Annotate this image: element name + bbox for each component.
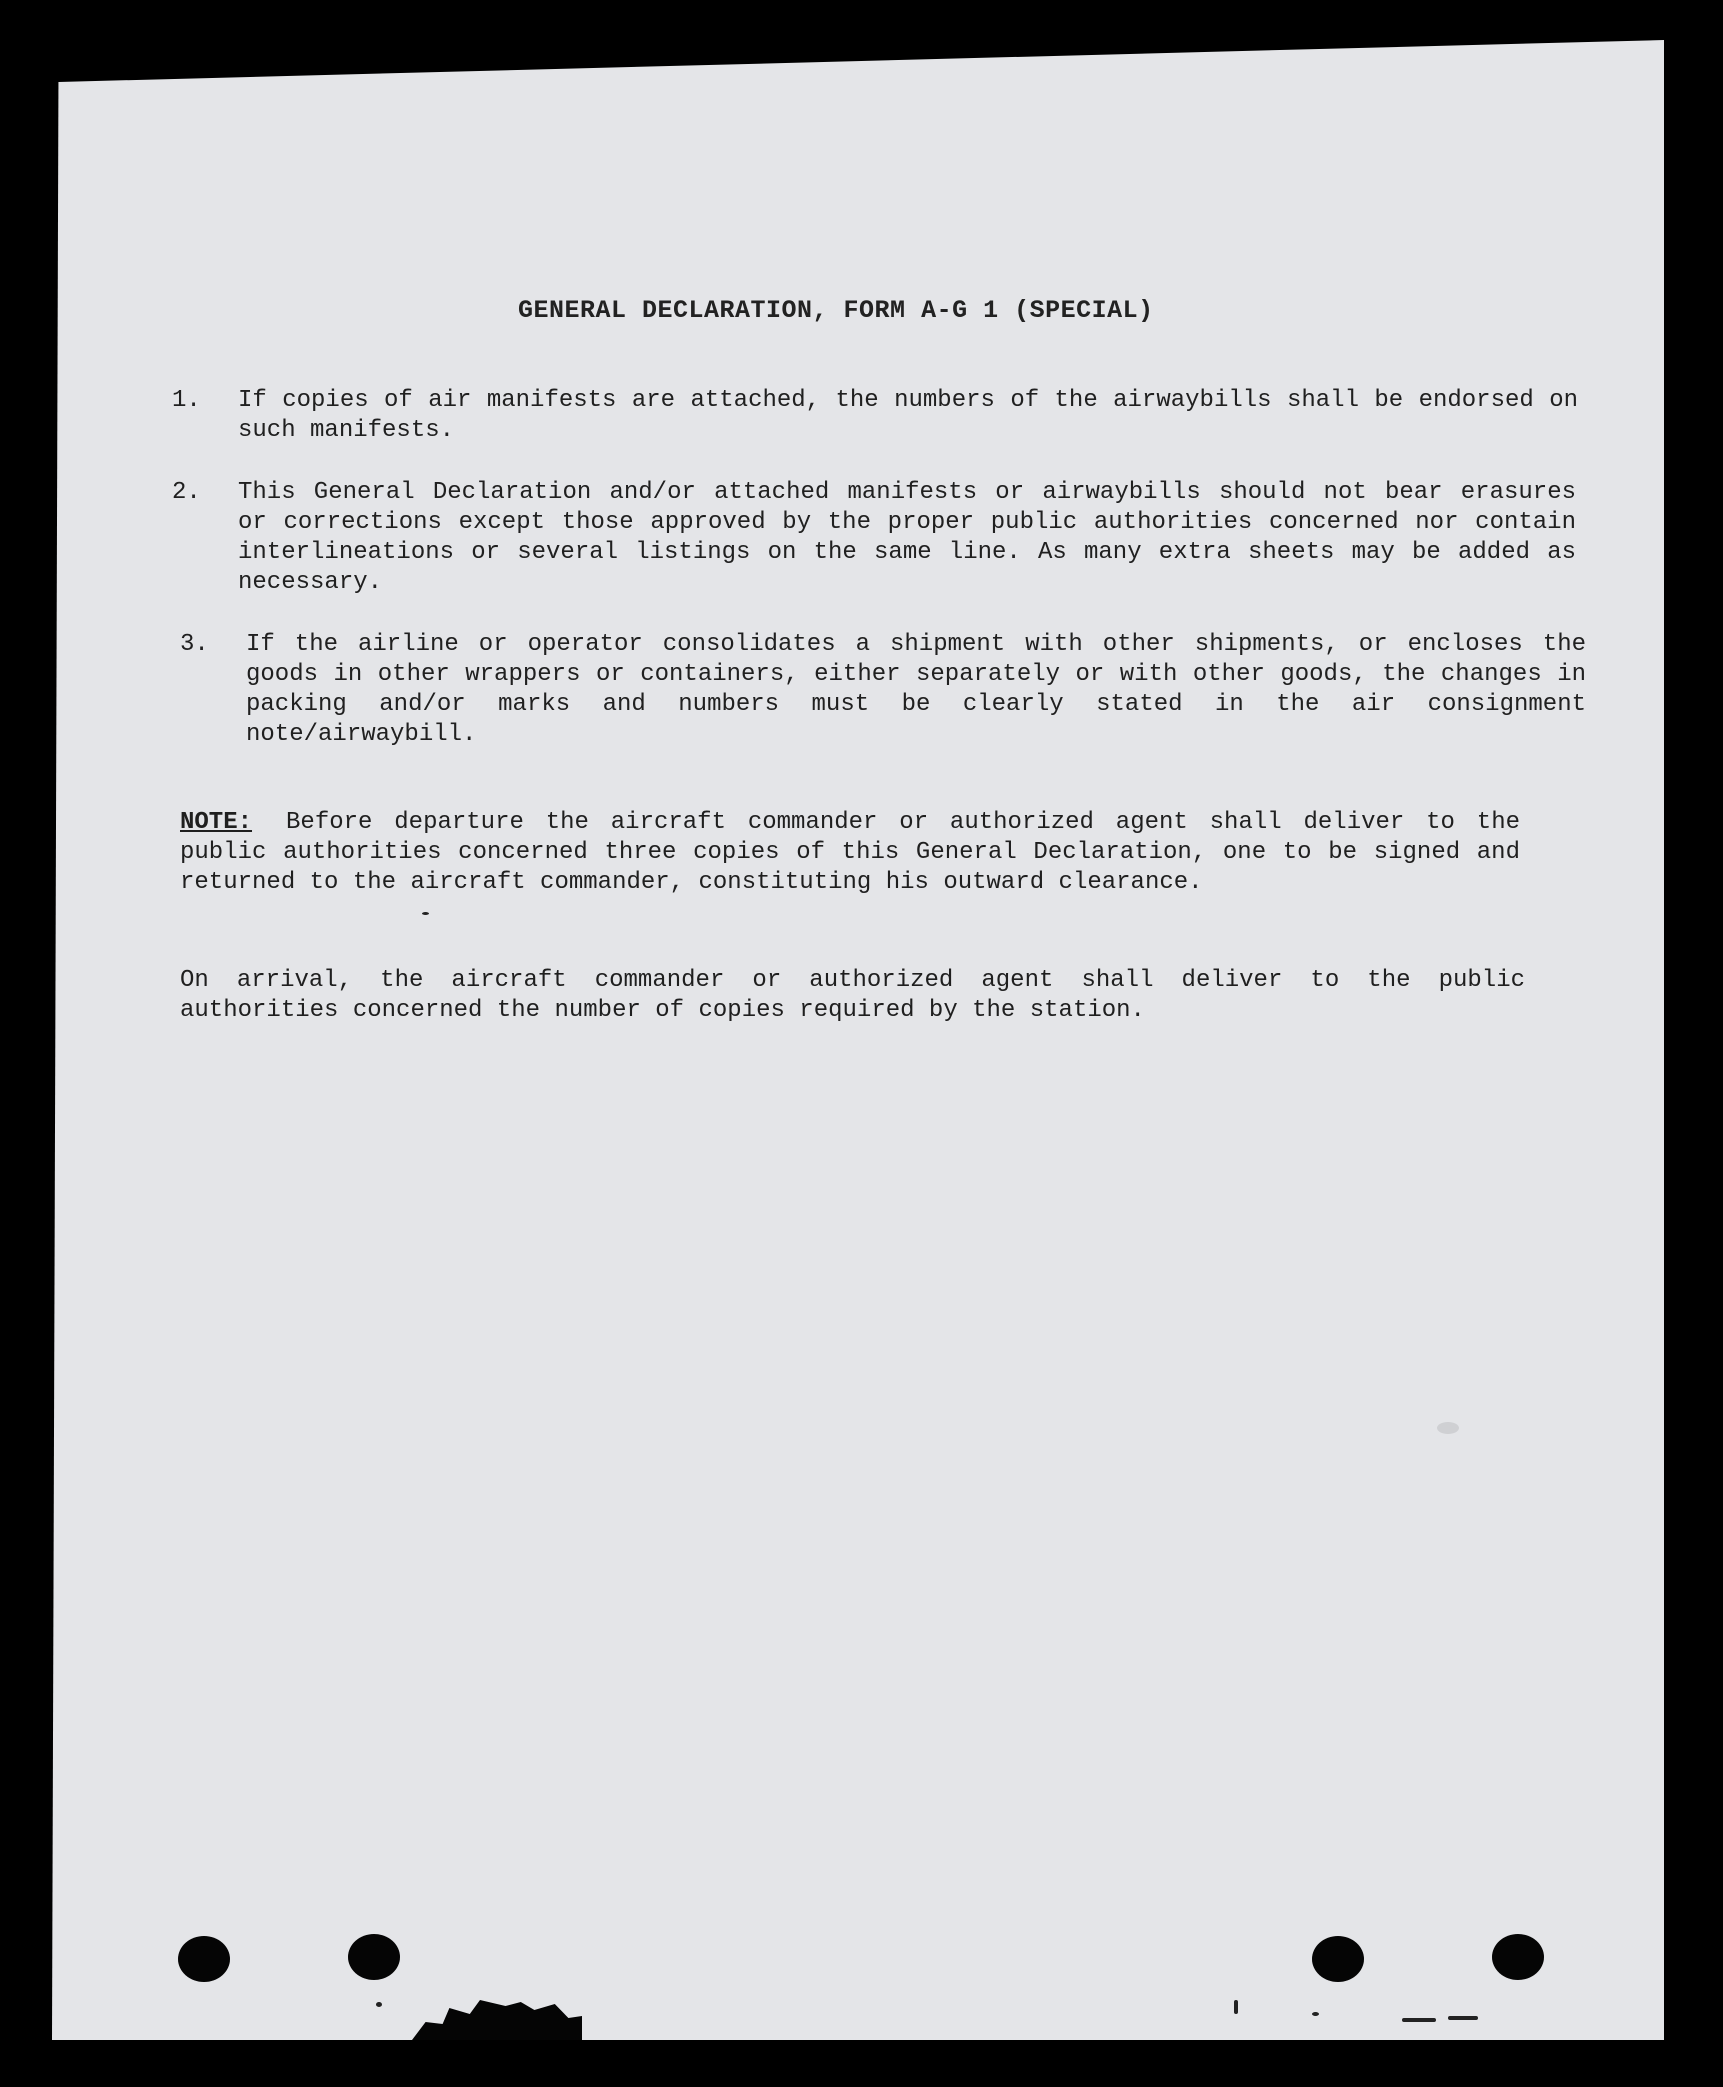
- instruction-item-3: [180, 630, 1586, 754]
- punch-hole: [1312, 1936, 1364, 1982]
- scan-speck: [1312, 2012, 1319, 2016]
- paper-sheet: [52, 40, 1664, 2040]
- item-number: 2.: [172, 479, 201, 506]
- departure-note: [180, 808, 1520, 898]
- instruction-item-1: [172, 386, 1578, 448]
- arrival-paragraph: On arrival, the aircraft commander or authorized agent shall deliver to the public authorities concerned the number of copies required by the station.: [180, 967, 1525, 1024]
- item-number: 1.: [172, 387, 201, 414]
- item-text: This General Declaration and/or attached manifests or airwaybills should not bear erasures or corrections except those approved by the proper public authorities concerned nor contain interlineations or several listings on the same line. As many extra sheets may be added as necessary.: [238, 479, 1576, 596]
- item-text: If the airline or operator consolidates a shipment with other shipments, or encloses the goods in other wrappers or containers, either separately or with other goods, the changes in packing and/or marks and numbers must be clearly stated in the air consignment note/airwaybill.: [246, 631, 1586, 748]
- note-text: Before departure the aircraft commander or authorized agent shall deliver to the public authorities concerned three copies of this General Declaration, one to be signed and returned to the aircraft commander, constituting his outward clearance.: [180, 809, 1520, 896]
- item-text: If copies of air manifests are attached, the numbers of the airwaybills shall be endorsed on such manifests.: [238, 387, 1578, 444]
- item-number: 3.: [180, 631, 209, 658]
- scan-speck: [1437, 1422, 1459, 1434]
- note-label: NOTE:: [180, 809, 253, 836]
- instruction-item-2: [172, 478, 1576, 602]
- punch-hole: [178, 1936, 230, 1982]
- scan-speck: [422, 912, 429, 915]
- punch-hole: [1492, 1934, 1544, 1980]
- scan-speck: [1448, 2016, 1478, 2020]
- document-title: GENERAL DECLARATION, FORM A-G 1 (SPECIAL): [518, 296, 1154, 325]
- scan-speck: [1234, 2000, 1238, 2014]
- scan-speck: [376, 2002, 382, 2007]
- punch-hole: [348, 1934, 400, 1980]
- scan-speck: [1402, 2018, 1436, 2022]
